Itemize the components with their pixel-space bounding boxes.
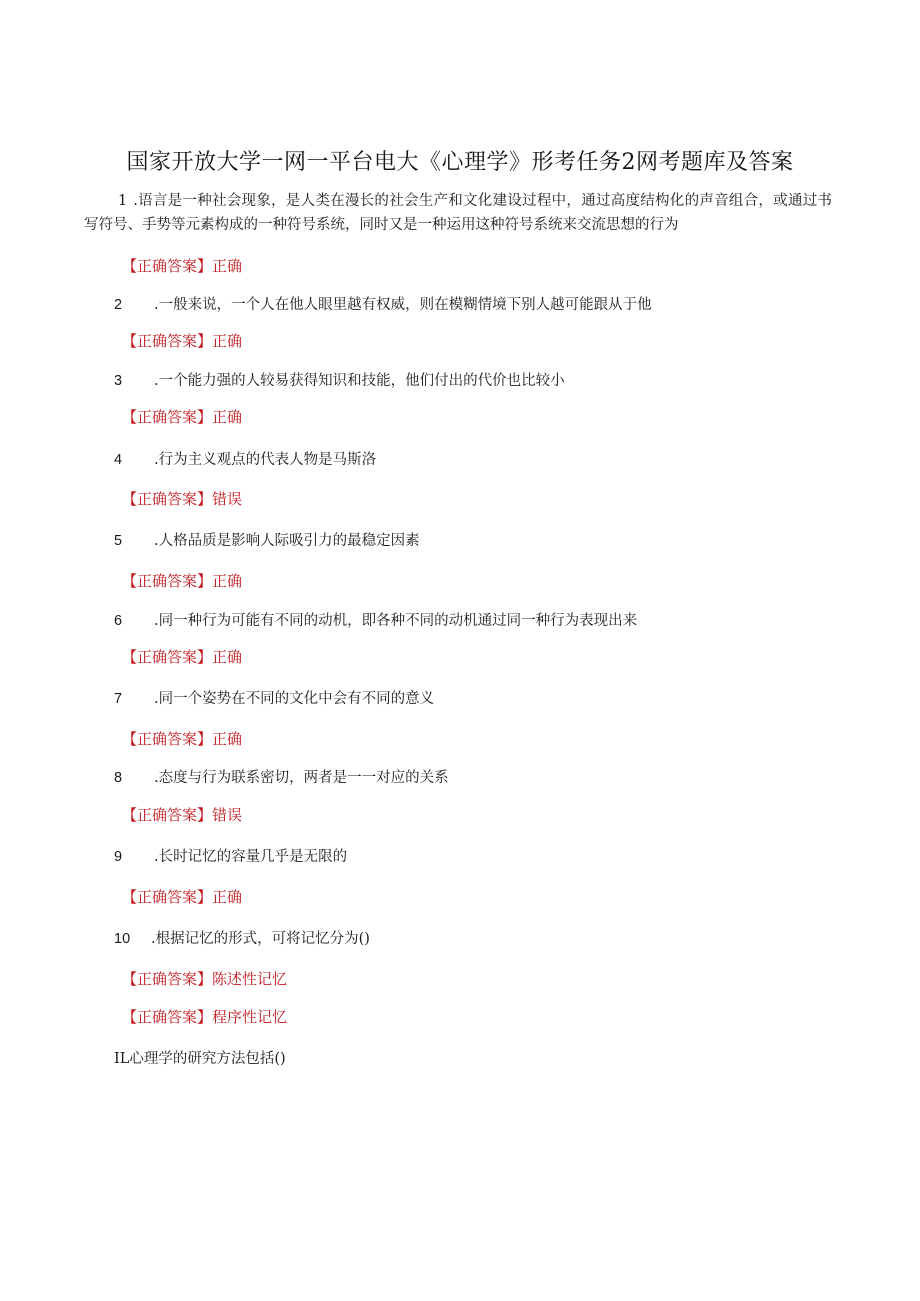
question-text: .长时记忆的容量几乎是无限的 — [154, 849, 348, 865]
question-number: 6 — [114, 613, 123, 629]
question-6 — [114, 609, 637, 630]
question-text: .一个能力强的人较易获得知识和技能，他们付出的代价也比较小 — [154, 373, 565, 389]
question-number: 2 — [114, 297, 123, 313]
question-10 — [114, 927, 370, 948]
question-11: IL心理学的研究方法包括() — [114, 1051, 286, 1067]
question-7 — [114, 687, 434, 708]
question-number: 1 — [118, 193, 128, 209]
question-4 — [114, 448, 376, 469]
question-8 — [114, 766, 449, 787]
question-text: .态度与行为联系密切，两者是一一对应的关系 — [154, 770, 449, 786]
question-number: 4 — [114, 452, 123, 468]
question-3 — [114, 369, 565, 390]
question-number: 8 — [114, 770, 123, 786]
question-number: 9 — [114, 849, 123, 865]
question-number: 3 — [114, 373, 123, 389]
answer-4: 【正确答案】错误 — [122, 491, 243, 508]
answer-10b: 【正确答案】程序性记忆 — [122, 1009, 288, 1026]
question-text: .同一种行为可能有不同的动机，即各种不同的动机通过同一种行为表现出来 — [154, 613, 638, 629]
answer-2: 【正确答案】正确 — [122, 333, 243, 350]
question-2 — [114, 293, 652, 314]
answer-6: 【正确答案】正确 — [122, 649, 243, 666]
question-5 — [114, 529, 420, 550]
question-number: 7 — [114, 691, 123, 707]
answer-9: 【正确答案】正确 — [122, 889, 243, 906]
question-text: .同一个姿势在不同的文化中会有不同的意义 — [154, 691, 435, 707]
question-9 — [114, 845, 347, 866]
answer-3: 【正确答案】正确 — [122, 409, 243, 426]
answer-5: 【正确答案】正确 — [122, 573, 243, 590]
question-number: 10 — [114, 931, 131, 947]
answer-10a: 【正确答案】陈述性记忆 — [122, 971, 288, 988]
question-text: .行为主义观点的代表人物是马斯洛 — [154, 452, 377, 468]
question-1 — [84, 189, 832, 237]
question-text: .一般来说，一个人在他人眼里越有权威，则在模糊情境下别人越可能跟从于他 — [154, 297, 652, 313]
question-text: .人格品质是影响人际吸引力的最稳定因素 — [154, 533, 420, 549]
answer-7: 【正确答案】正确 — [122, 731, 243, 748]
answer-8: 【正确答案】错误 — [122, 807, 243, 824]
question-text: .语言是一种社会现象，是人类在漫长的社会生产和文化建设过程中，通过高度结构化的声音组合，或通过书写符号、手势等元素构成的一种符号系统，同时又是一种运用这种符号系统来交流思想的行为 — [84, 193, 832, 233]
question-number: 5 — [114, 533, 123, 549]
document-title: 国家开放大学一网一平台电大《心理学》形考任务2网考题库及答案 — [126, 150, 794, 175]
answer-1: 【正确答案】正确 — [122, 258, 243, 275]
question-text: .根据记忆的形式，可将记忆分为() — [151, 931, 370, 947]
